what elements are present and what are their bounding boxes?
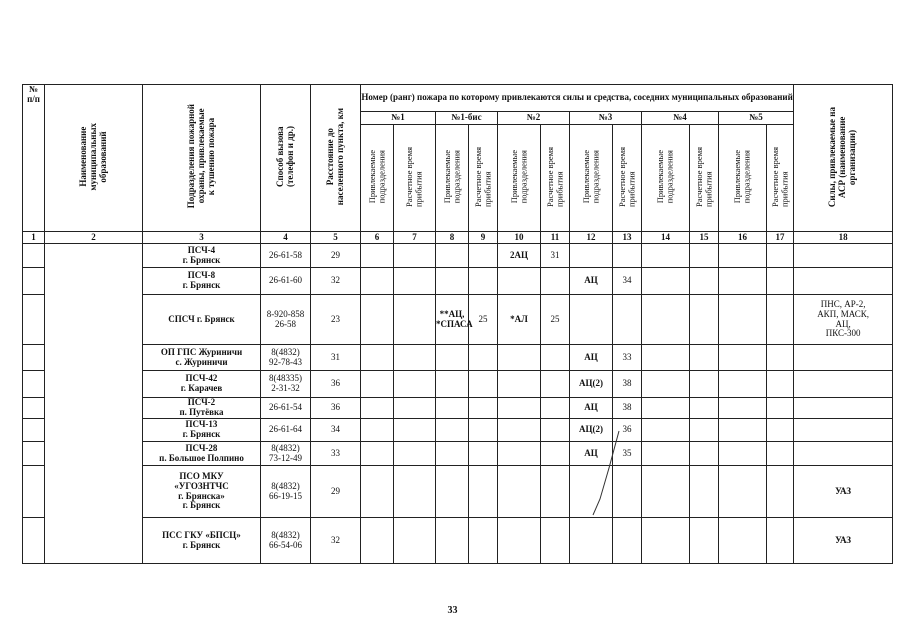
column-number: 3 [143, 232, 261, 244]
cell-units [436, 466, 469, 518]
table-row [23, 419, 893, 442]
cell-units: АЦ [570, 345, 613, 371]
cell-time [767, 371, 794, 398]
page-number: 33 [447, 605, 458, 616]
cell-subdivision: ПСЧ-8 г. Брянск [143, 268, 261, 295]
cell-units [361, 419, 394, 442]
cell-phone: 8(4832) 92-78-43 [261, 345, 311, 371]
cell-units [498, 345, 541, 371]
cell-units [719, 419, 767, 442]
cell-distance: 23 [311, 295, 361, 345]
sub-header-units [570, 125, 613, 232]
cell-subdivision: ПСЧ-2 п. Путёвка [143, 398, 261, 419]
cell-time [394, 295, 436, 345]
rank-header: №1 [361, 112, 436, 125]
cell-units [498, 371, 541, 398]
cell-time [394, 442, 436, 466]
cell-time [690, 466, 719, 518]
cell-asr [794, 345, 893, 371]
cell-time [767, 466, 794, 518]
sub-header-text: Расчетное время прибытия [769, 146, 790, 207]
cell-distance: 34 [311, 419, 361, 442]
column-number: 5 [311, 232, 361, 244]
column-number: 16 [719, 232, 767, 244]
cell-subdivision: ПСС ГКУ «БПСЦ» г. Брянск [143, 518, 261, 564]
cell-units: *АЛ [498, 295, 541, 345]
column-number: 6 [361, 232, 394, 244]
cell-units [436, 518, 469, 564]
sub-header-time [767, 125, 794, 232]
sub-header-text: Расчетное время прибытия [472, 146, 492, 207]
cell-units [719, 268, 767, 295]
cell-asr: ПНС, АР-2, АКП, МАСК, АЦ, ПКС-300 [794, 295, 893, 345]
cell-time [541, 518, 570, 564]
cell-distance: 36 [311, 398, 361, 419]
column-number: 9 [469, 232, 498, 244]
cell-units [361, 345, 394, 371]
cell-units [361, 442, 394, 466]
cell-subdivision: ПСЧ-13 г. Брянск [143, 419, 261, 442]
sub-header-text: Привлекаемые подразделения [732, 149, 752, 204]
cell-n-pp [23, 295, 45, 345]
column-number: 10 [498, 232, 541, 244]
cell-units: АЦ [570, 268, 613, 295]
cell-time [690, 398, 719, 419]
cell-distance: 29 [311, 244, 361, 268]
cell-time [394, 371, 436, 398]
cell-time [613, 518, 642, 564]
cell-time [541, 419, 570, 442]
cell-asr [794, 371, 893, 398]
sub-header-text: Расчетное время прибытия [693, 146, 713, 207]
cell-units [642, 398, 690, 419]
cell-time [613, 295, 642, 345]
rank-header: №1-бис [436, 112, 498, 125]
cell-phone: 26-61-60 [261, 268, 311, 295]
cell-units [719, 466, 767, 518]
header-call-method: Способ вызова (телефон и др.) [261, 85, 311, 232]
cell-units [436, 244, 469, 268]
sub-header-units [719, 125, 767, 232]
cell-units [498, 398, 541, 419]
cell-units [361, 466, 394, 518]
cell-time [394, 466, 436, 518]
cell-time [394, 345, 436, 371]
cell-phone: 8(4832) 66-19-15 [261, 466, 311, 518]
header-distance: Расстояние до населенного пункта, км [311, 85, 361, 232]
cell-time [767, 295, 794, 345]
cell-time [767, 442, 794, 466]
sub-header-time [690, 125, 719, 232]
cell-units [642, 419, 690, 442]
cell-units [719, 244, 767, 268]
cell-units [570, 518, 613, 564]
cell-distance: 31 [311, 345, 361, 371]
cell-time [541, 442, 570, 466]
cell-time [469, 518, 498, 564]
cell-time [690, 518, 719, 564]
cell-municipality [45, 244, 143, 564]
cell-subdivision: ПСЧ-28 п. Большое Полпино [143, 442, 261, 466]
cell-time [541, 371, 570, 398]
cell-time [690, 244, 719, 268]
cell-subdivision: ПСЧ-42 г. Карачев [143, 371, 261, 398]
cell-time [541, 345, 570, 371]
cell-units [436, 398, 469, 419]
cell-distance: 36 [311, 371, 361, 398]
cell-time [767, 244, 794, 268]
cell-units [361, 518, 394, 564]
cell-distance: 32 [311, 268, 361, 295]
cell-time [394, 518, 436, 564]
fire-forces-table [22, 84, 893, 564]
cell-units [498, 518, 541, 564]
cell-units [719, 398, 767, 419]
cell-time [767, 345, 794, 371]
cell-time [541, 268, 570, 295]
cell-time [767, 398, 794, 419]
cell-time [690, 442, 719, 466]
cell-time [541, 398, 570, 419]
cell-units: 2АЦ [498, 244, 541, 268]
column-number: 18 [794, 232, 893, 244]
cell-units [436, 345, 469, 371]
cell-units [642, 268, 690, 295]
cell-time: 35 [613, 442, 642, 466]
cell-asr [794, 419, 893, 442]
sub-header-text: Привлекаемые подразделения [508, 149, 528, 204]
sub-header-time [394, 125, 436, 232]
cell-units [719, 295, 767, 345]
cell-units [361, 295, 394, 345]
cell-time [469, 442, 498, 466]
table-row [23, 244, 893, 268]
table-row [23, 442, 893, 466]
cell-phone: 26-61-54 [261, 398, 311, 419]
cell-units [436, 442, 469, 466]
table-row [23, 345, 893, 371]
column-number: 4 [261, 232, 311, 244]
cell-units: АЦ(2) [570, 371, 613, 398]
column-number: 13 [613, 232, 642, 244]
cell-phone: 8(4832) 66-54-06 [261, 518, 311, 564]
cell-time [541, 466, 570, 518]
column-number: 7 [394, 232, 436, 244]
sub-header-time [613, 125, 642, 232]
cell-phone: 8-920-858 26-58 [261, 295, 311, 345]
cell-asr [794, 244, 893, 268]
sub-header-text: Расчетное время прибытия [404, 146, 424, 207]
header-n-pp: № п/п [23, 85, 45, 232]
cell-asr: УАЗ [794, 466, 893, 518]
cell-time [469, 345, 498, 371]
column-number: 1 [23, 232, 45, 244]
table-row [23, 371, 893, 398]
rank-header: №2 [498, 112, 570, 125]
table-row [23, 466, 893, 518]
table-row [23, 268, 893, 295]
table-header [23, 85, 893, 244]
cell-units [498, 442, 541, 466]
cell-time: 36 [613, 419, 642, 442]
cell-phone: 26-61-58 [261, 244, 311, 268]
column-number-row [23, 232, 893, 244]
column-number: 17 [767, 232, 794, 244]
column-number: 12 [570, 232, 613, 244]
cell-distance: 33 [311, 442, 361, 466]
cell-time [690, 419, 719, 442]
cell-asr [794, 442, 893, 466]
cell-n-pp [23, 419, 45, 442]
cell-units [642, 518, 690, 564]
table-row [23, 295, 893, 345]
cell-units [719, 345, 767, 371]
sub-header-units [642, 125, 690, 232]
cell-distance: 29 [311, 466, 361, 518]
column-number: 14 [642, 232, 690, 244]
header-subdivisions: Подразделения пожарной охраны, привлекаемые к тушению пожара [143, 85, 261, 232]
sub-header-time [469, 125, 498, 232]
cell-n-pp [23, 268, 45, 295]
cell-time [690, 268, 719, 295]
cell-phone: 26-61-64 [261, 419, 311, 442]
cell-time: 25 [469, 295, 498, 345]
cell-units [498, 419, 541, 442]
column-number: 8 [436, 232, 469, 244]
sub-header-text: Привлекаемые подразделения [441, 149, 461, 204]
cell-n-pp [23, 466, 45, 518]
cell-units [570, 295, 613, 345]
table-body [23, 244, 893, 564]
sub-header-text: Привлекаемые подразделения [366, 149, 386, 204]
cell-units [642, 466, 690, 518]
sub-header-text: Привлекаемые подразделения [580, 149, 600, 204]
cell-units [436, 268, 469, 295]
cell-time [469, 419, 498, 442]
column-number: 11 [541, 232, 570, 244]
table-row [23, 398, 893, 419]
sub-header-text: Расчетное время прибытия [544, 146, 564, 207]
cell-units [361, 244, 394, 268]
cell-units: АЦ(2) [570, 419, 613, 442]
cell-subdivision: ПСО МКУ «УГОЗНТЧС г. Брянска» г. Брянск [143, 466, 261, 518]
cell-units [436, 371, 469, 398]
column-number: 2 [45, 232, 143, 244]
cell-units [361, 398, 394, 419]
cell-units [498, 268, 541, 295]
cell-time [469, 398, 498, 419]
cell-time [394, 419, 436, 442]
cell-units [642, 442, 690, 466]
cell-units [719, 371, 767, 398]
cell-time [394, 244, 436, 268]
cell-time [767, 419, 794, 442]
cell-units [642, 371, 690, 398]
sub-header-units [498, 125, 541, 232]
cell-time [690, 295, 719, 345]
cell-subdivision: ПСЧ-4 г. Брянск [143, 244, 261, 268]
cell-units: **АЦ, *СПАСА [436, 295, 469, 345]
cell-n-pp [23, 371, 45, 398]
cell-time [690, 345, 719, 371]
cell-time [613, 466, 642, 518]
cell-time [469, 371, 498, 398]
cell-units [436, 419, 469, 442]
cell-subdivision: СПСЧ г. Брянск [143, 295, 261, 345]
sub-header-units [436, 125, 469, 232]
cell-time [613, 244, 642, 268]
table-row [23, 518, 893, 564]
cell-n-pp [23, 442, 45, 466]
header-asr: Силы, привлекаемые на АСР (наименование организации) [794, 85, 893, 232]
cell-units [570, 466, 613, 518]
cell-units [642, 295, 690, 345]
sub-header-units [361, 125, 394, 232]
sub-header-text: Расчетное время прибытия [616, 146, 636, 207]
header-municipality: Наименование муниципальных образований [45, 85, 143, 232]
cell-phone: 8(4832) 73-12-49 [261, 442, 311, 466]
column-number: 15 [690, 232, 719, 244]
cell-asr [794, 268, 893, 295]
cell-time [469, 268, 498, 295]
cell-time [767, 268, 794, 295]
rank-header: №3 [570, 112, 642, 125]
cell-time: 33 [613, 345, 642, 371]
cell-asr [794, 398, 893, 419]
cell-n-pp [23, 518, 45, 564]
cell-time: 34 [613, 268, 642, 295]
cell-n-pp [23, 345, 45, 371]
cell-units [498, 466, 541, 518]
cell-units [361, 371, 394, 398]
cell-n-pp [23, 398, 45, 419]
rank-header: №5 [719, 112, 794, 125]
cell-units [361, 268, 394, 295]
sub-header-text: Привлекаемые подразделения [655, 149, 675, 204]
cell-time [394, 268, 436, 295]
cell-units: АЦ [570, 398, 613, 419]
cell-subdivision: ОП ГПС Журиничи с. Журиничи [143, 345, 261, 371]
cell-n-pp [23, 244, 45, 268]
cell-units: АЦ [570, 442, 613, 466]
cell-time [767, 518, 794, 564]
cell-asr: УАЗ [794, 518, 893, 564]
cell-time [690, 371, 719, 398]
cell-time [469, 466, 498, 518]
cell-time: 31 [541, 244, 570, 268]
cell-units [719, 518, 767, 564]
cell-units [719, 442, 767, 466]
cell-units [642, 244, 690, 268]
sub-header-time [541, 125, 570, 232]
rank-header: №4 [642, 112, 719, 125]
cell-time: 38 [613, 371, 642, 398]
cell-time: 25 [541, 295, 570, 345]
cell-units [642, 345, 690, 371]
cell-phone: 8(48335) 2-31-32 [261, 371, 311, 398]
cell-distance: 32 [311, 518, 361, 564]
header-rank-group: Номер (ранг) пожара по которому привлекаются силы и средства, соседних муниципальных образований [361, 85, 794, 112]
cell-time [469, 244, 498, 268]
cell-time: 38 [613, 398, 642, 419]
cell-units [570, 244, 613, 268]
cell-time [394, 398, 436, 419]
